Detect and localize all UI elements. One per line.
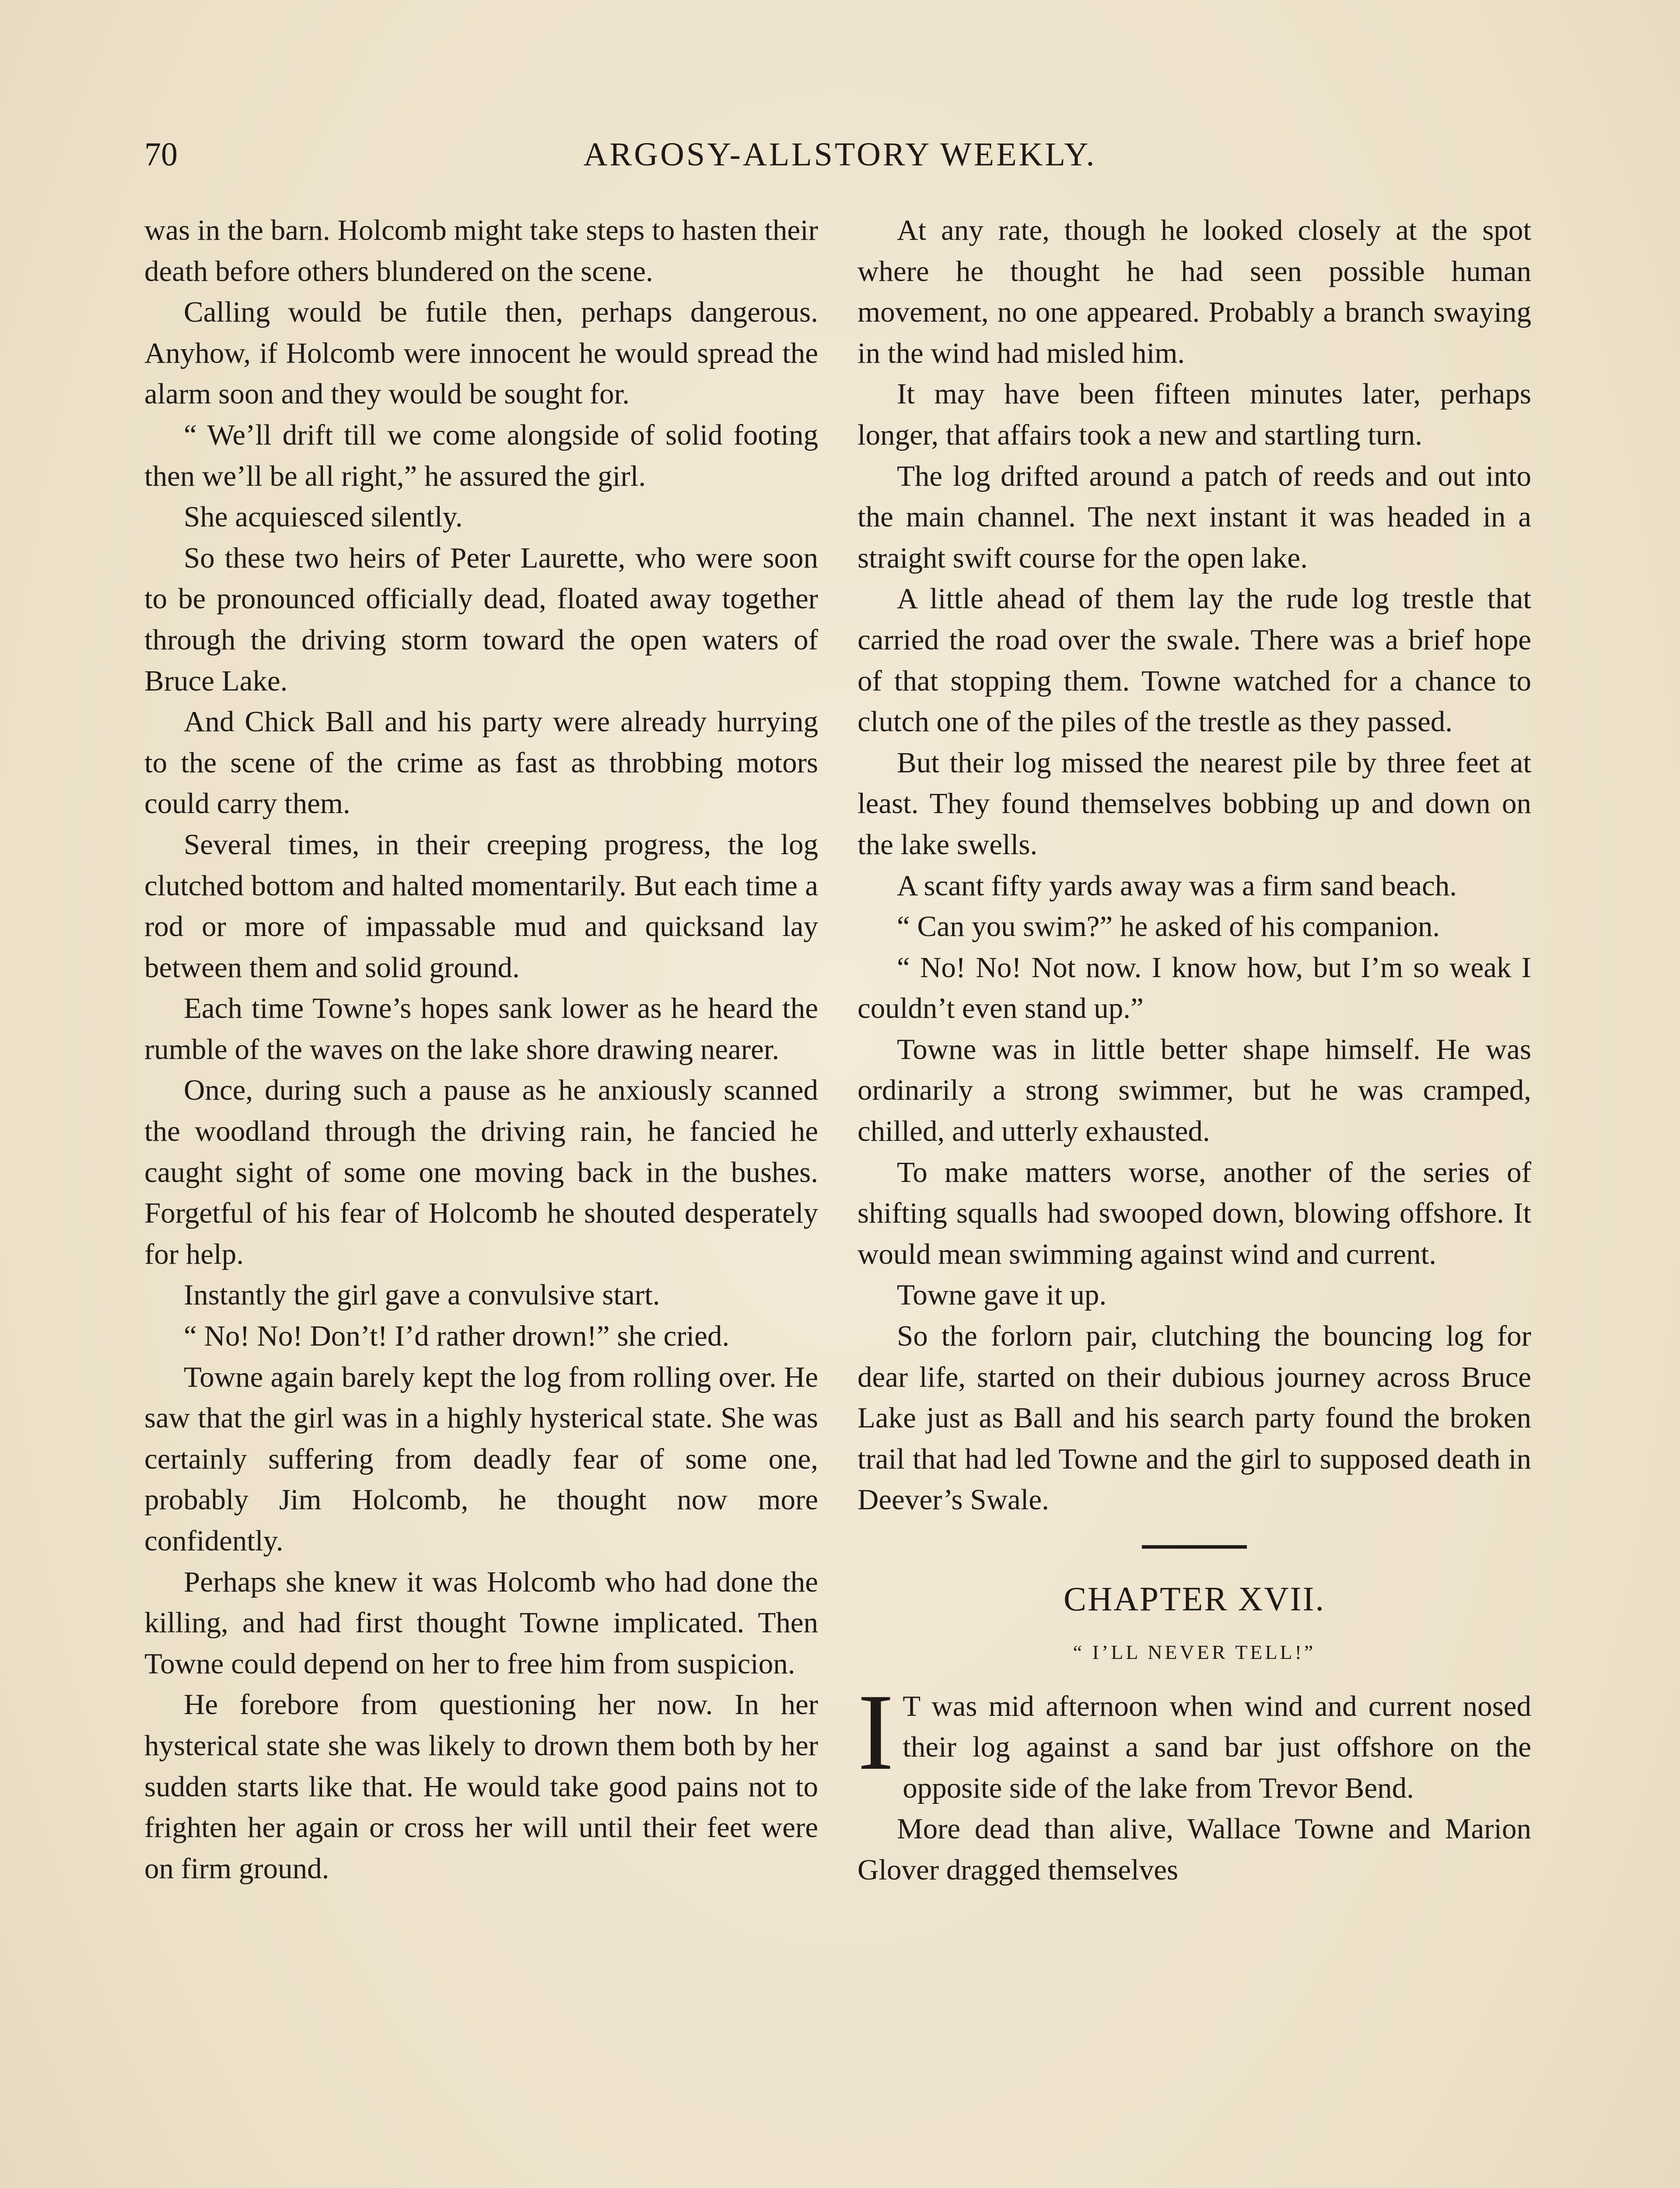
page-header: [144, 127, 1536, 193]
paragraph: More dead than alive, Wallace Towne and Marion Glover dragged themselves: [858, 1813, 1531, 1886]
chapter-opening-paragraph: [858, 1671, 1531, 1809]
paragraph: “ No! No! Not now. I know how, but I’m so weak I couldn’t even stand up.”: [858, 951, 1531, 1025]
paragraph: A scant fifty yards away was a firm sand beach.: [897, 869, 1457, 902]
paragraph: He forebore from questioning her now. In her hysterical state she was likely to drown them both by her sudden starts like that. He would take good pains not to frighten her again or cross her will until their feet were on firm ground.: [144, 1688, 818, 1885]
running-title: ARGOSY-ALLSTORY WEEKLY.: [583, 136, 1097, 173]
paragraph: To make matters worse, another of the series of shifting squalls had swooped down, blowing offshore. It would mean swimming against wind and current.: [858, 1156, 1531, 1270]
paragraph: Several times, in their creeping progress, the log clutched bottom and halted momentarily. But each time a rod or more of impassable mud and quicksand lay between them and solid ground.: [144, 828, 818, 984]
chapter-heading: CHAPTER XVII.: [1064, 1580, 1325, 1618]
paragraph: And Chick Ball and his party were already hurrying to the scene of the crime as fast as throbbing motors could carry them.: [144, 705, 818, 820]
paragraph: Each time Towne’s hopes sank lower as he heard the rumble of the waves on the lake shore drawing nearer.: [144, 992, 818, 1066]
paragraph: So the forlorn pair, clutching the bouncing log for dear life, started on their dubious journey across Bruce Lake just as Ball and his search party found the broken trail that had led Towne and the girl to supposed death in Deever’s Swale.: [858, 1320, 1531, 1516]
paragraph: Towne was in little better shape himself. He was ordinarily a strong swimmer, but he was cramped, chilled, and utterly exhausted.: [858, 1033, 1531, 1148]
paragraph: At any rate, though he looked closely at the spot where he thought he had seen possible human movement, no one appeared. Probably a branch swaying in the wind had misled him.: [858, 214, 1531, 369]
page-number: 70: [144, 136, 178, 173]
paragraph: Calling would be futile then, perhaps dangerous. Anyhow, if Holcomb were innocent he would spread the alarm soon and they would be sought for.: [144, 296, 818, 410]
paragraph: But their log missed the nearest pile by three feet at least. They found themselves bobbing up and down on the lake swells.: [858, 746, 1531, 861]
right-column: [858, 210, 1531, 1891]
paragraph: Perhaps she knew it was Holcomb who had done the killing, and had first thought Towne implicated. Then Towne could depend on her to free him from suspicion.: [144, 1565, 818, 1680]
left-column: [144, 210, 818, 1889]
paragraph: “ We’ll drift till we come alongside of solid footing then we’ll be all right,” he assured the girl.: [144, 418, 818, 492]
paragraph: Towne gave it up.: [897, 1279, 1107, 1311]
paragraph: was in the barn. Holcomb might take steps to hasten their death before others blundered on the scene.: [144, 214, 818, 288]
paragraph: Towne again barely kept the log from rolling over. He saw that the girl was in a highly hysterical state. She was certainly suffering from deadly fear of some one, probably Jim Holcomb, he thought now more confidently.: [144, 1360, 818, 1557]
paragraph: So these two heirs of Peter Laurette, who were soon to be pronounced officially dead, floated away together through the driving storm toward the open waters of Bruce Lake.: [144, 541, 818, 697]
paragraph: “ No! No! Don’t! I’d rather drown!” she cried.: [184, 1320, 730, 1353]
opening-text: T was mid afternoon when wind and current nosed their log against a sand bar just offshore on the opposite side of the lake from Trevor Bend.: [903, 1690, 1531, 1804]
paragraph: “ Can you swim?” he asked of his companion.: [897, 910, 1440, 943]
chapter-subtitle: “ I’LL NEVER TELL!”: [1073, 1641, 1316, 1663]
paragraph: A little ahead of them lay the rude log trestle that carried the road over the swale. There was a brief hope of that stopping them. Towne watched for a chance to clutch one of the piles of the trestle as they passed.: [858, 582, 1531, 738]
paragraph: The log drifted around a patch of reeds and out into the main channel. The next instant it was headed in a straight swift course for the open lake.: [858, 459, 1531, 574]
paragraph: It may have been fifteen minutes later, perhaps longer, that affairs took a new and startling turn.: [858, 378, 1531, 451]
paragraph: She acquiesced silently.: [184, 501, 463, 533]
section-divider: [1142, 1545, 1247, 1549]
drop-cap: I: [858, 1671, 894, 1793]
paragraph: Once, during such a pause as he anxiously scanned the woodland through the driving rain, he fancied he caught sight of some one moving back in the bushes. Forgetful of his fear of Holcomb he shouted desperately for help.: [144, 1074, 818, 1270]
paragraph: Instantly the girl gave a convulsive start.: [184, 1279, 660, 1311]
